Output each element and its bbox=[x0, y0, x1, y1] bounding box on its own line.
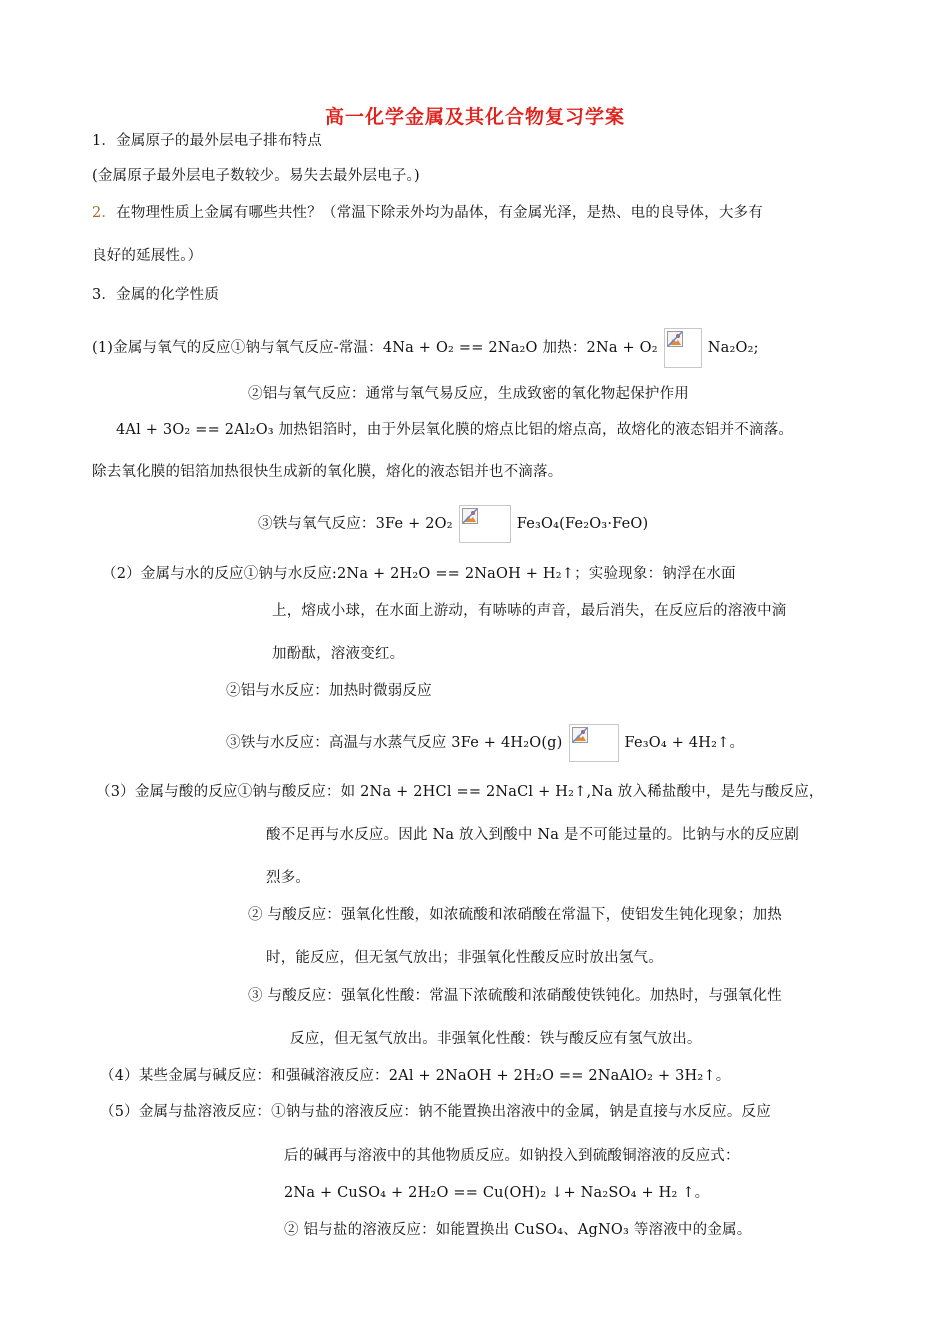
text-line-3 bbox=[92, 203, 763, 223]
broken-image-icon bbox=[459, 505, 511, 543]
text-line-26: 2Na + CuSO₄ + 2H₂O == Cu(OH)₂ ↓+ Na₂SO₄ + H₂ ↑。 bbox=[284, 1185, 710, 1201]
text-line-3-body: 在物理性质上金属有哪些共性？（常温下除汞外均为晶体，有金属光泽，是热、电的良导体，大多有 bbox=[116, 205, 763, 221]
text-line-14: ②铝与水反应：加热时微弱反应 bbox=[226, 683, 432, 699]
text-line-12: 上，熔成小球，在水面上游动，有哧哧的声音，最后消失，在反应后的溶液中滴 bbox=[272, 603, 787, 619]
text-line-15a: ③铁与水反应：高温与水蒸气反应 3Fe + 4H₂O(g) bbox=[226, 735, 563, 751]
text-line-20: 时，能反应，但无氢气放出；非强氧化性酸反应时放出氢气。 bbox=[266, 950, 663, 966]
text-line-2: (金属原子最外层电子数较少。易失去最外层电子。) bbox=[92, 168, 420, 184]
text-line-5: 3．金属的化学性质 bbox=[92, 287, 220, 303]
text-line-22: 反应，但无氢气放出。非强氧化性酸：铁与酸反应有氢气放出。 bbox=[290, 1031, 702, 1047]
text-line-19: ② 与酸反应：强氧化性酸，如浓硫酸和浓硝酸在常温下，使铝发生钝化现象；加热 bbox=[248, 907, 783, 923]
text-line-15b: Fe₃O₄ + 4H₂↑。 bbox=[624, 735, 745, 751]
broken-image-icon bbox=[664, 328, 702, 368]
text-line-13: 加酚酞，溶液变红。 bbox=[272, 646, 405, 662]
text-line-9: 除去氧化膜的铝箔加热很快生成新的氧化膜，熔化的液态铝并也不滴落。 bbox=[92, 464, 563, 480]
text-line-6b: Na₂O₂; bbox=[707, 340, 759, 356]
text-line-17: 酸不足再与水反应。因此 Na 放入到酸中 Na 是不可能过量的。比钠与水的反应剧 bbox=[266, 827, 800, 843]
text-line-25: 后的碱再与溶液中的其他物质反应。如钠投入到硫酸铜溶液的反应式： bbox=[284, 1148, 740, 1164]
text-line-15 bbox=[226, 724, 744, 762]
text-line-24: （5）金属与盐溶液反应：①钠与盐的溶液反应：钠不能置换出溶液中的金属，钠是直接与水反应。反应 bbox=[100, 1104, 771, 1120]
text-line-10a: ③铁与氧气反应：3Fe + 2O₂ bbox=[258, 516, 453, 532]
text-line-16: （3）金属与酸的反应①钠与酸反应：如 2Na + 2HCl == 2NaCl + H₂↑,Na 放入稀盐酸中，是先与酸反应， bbox=[96, 784, 824, 800]
broken-image-icon bbox=[569, 724, 619, 762]
page-title: 高一化学金属及其化合物复习学案 bbox=[324, 106, 625, 128]
item-number: 2． bbox=[92, 205, 117, 221]
text-line-7: ②铝与氧气反应：通常与氧气易反应，生成致密的氧化物起保护作用 bbox=[248, 386, 689, 402]
text-line-11: （2）金属与水的反应①钠与水反应:2Na + 2H₂O == 2NaOH + H₂↑；实验现象：钠浮在水面 bbox=[102, 566, 736, 582]
text-line-6 bbox=[92, 328, 759, 368]
text-line-18: 烈多。 bbox=[266, 870, 311, 886]
text-line-10b: Fe₃O₄(Fe₂O₃·FeO) bbox=[516, 516, 649, 532]
text-line-27: ② 铝与盐的溶液反应：如能置换出 CuSO₄、AgNO₃ 等溶液中的金属。 bbox=[284, 1222, 752, 1238]
text-line-21: ③ 与酸反应：强氧化性酸：常温下浓硫酸和浓硝酸使铁钝化。加热时，与强氧化性 bbox=[248, 988, 783, 1004]
text-line-8: 4Al + 3O₂ == 2Al₂O₃ 加热铝箔时，由于外层氧化膜的熔点比铝的熔点高，故熔化的液态铝并不滴落。 bbox=[116, 422, 794, 438]
text-line-6a: (1)金属与氧气的反应①钠与氧气反应-常温：4Na + O₂ == 2Na₂O 加热：2Na + O₂ bbox=[92, 340, 658, 356]
text-line-1: 1．金属原子的最外层电子排布特点 bbox=[92, 133, 322, 149]
text-line-23: （4）某些金属与碱反应：和强碱溶液反应：2Al + 2NaOH + 2H₂O == 2NaAlO₂ + 3H₂↑。 bbox=[100, 1068, 731, 1084]
text-line-10 bbox=[258, 505, 648, 543]
text-line-4: 良好的延展性。） bbox=[92, 248, 203, 264]
